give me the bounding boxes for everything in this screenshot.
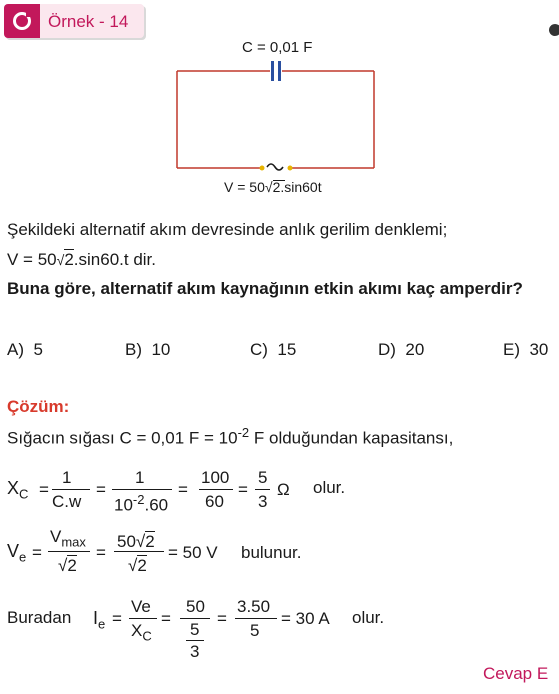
source-terminal-right bbox=[288, 166, 293, 171]
question-line-2: V = 50√2.sin60.t dir. bbox=[7, 250, 156, 269]
question-line-1: Şekildeki alternatif akım devresinde anlık gerilim denklemi; bbox=[7, 220, 448, 239]
option-c[interactable]: C) 15 bbox=[250, 340, 297, 359]
option-d[interactable]: D) 20 bbox=[378, 340, 425, 359]
capacitor-label: C = 0,01 F bbox=[242, 39, 313, 56]
badge-icon-box bbox=[4, 4, 40, 38]
solution-line-1: Sığacın sığası C = 0,01 $F = 10^{-2}$ F olduğundan kapasitansı, bbox=[7, 425, 454, 448]
option-e[interactable]: E) 30 bbox=[503, 340, 549, 359]
source-terminal-left bbox=[260, 166, 265, 171]
ac-source-icon bbox=[267, 164, 283, 170]
refresh-icon bbox=[13, 12, 31, 30]
source-label: V = 50√ 2.sin60t bbox=[224, 179, 322, 195]
option-a[interactable]: A) 5 bbox=[7, 340, 43, 359]
capacitor-plate-left bbox=[271, 61, 274, 81]
option-b[interactable]: B) 10 bbox=[125, 340, 171, 359]
capacitor-plate-right bbox=[278, 61, 281, 81]
example-badge bbox=[4, 4, 144, 38]
example-label: Örnek - 14 bbox=[48, 12, 129, 31]
pen-icon bbox=[547, 22, 559, 38]
solution-title: Çözüm: bbox=[7, 397, 70, 416]
question-line-3: Buna göre, alternatif akım kaynağının etkin akımı kaç amperdir? bbox=[7, 279, 523, 298]
circuit-diagram bbox=[170, 58, 385, 178]
answer-label: Cevap E bbox=[483, 664, 549, 683]
